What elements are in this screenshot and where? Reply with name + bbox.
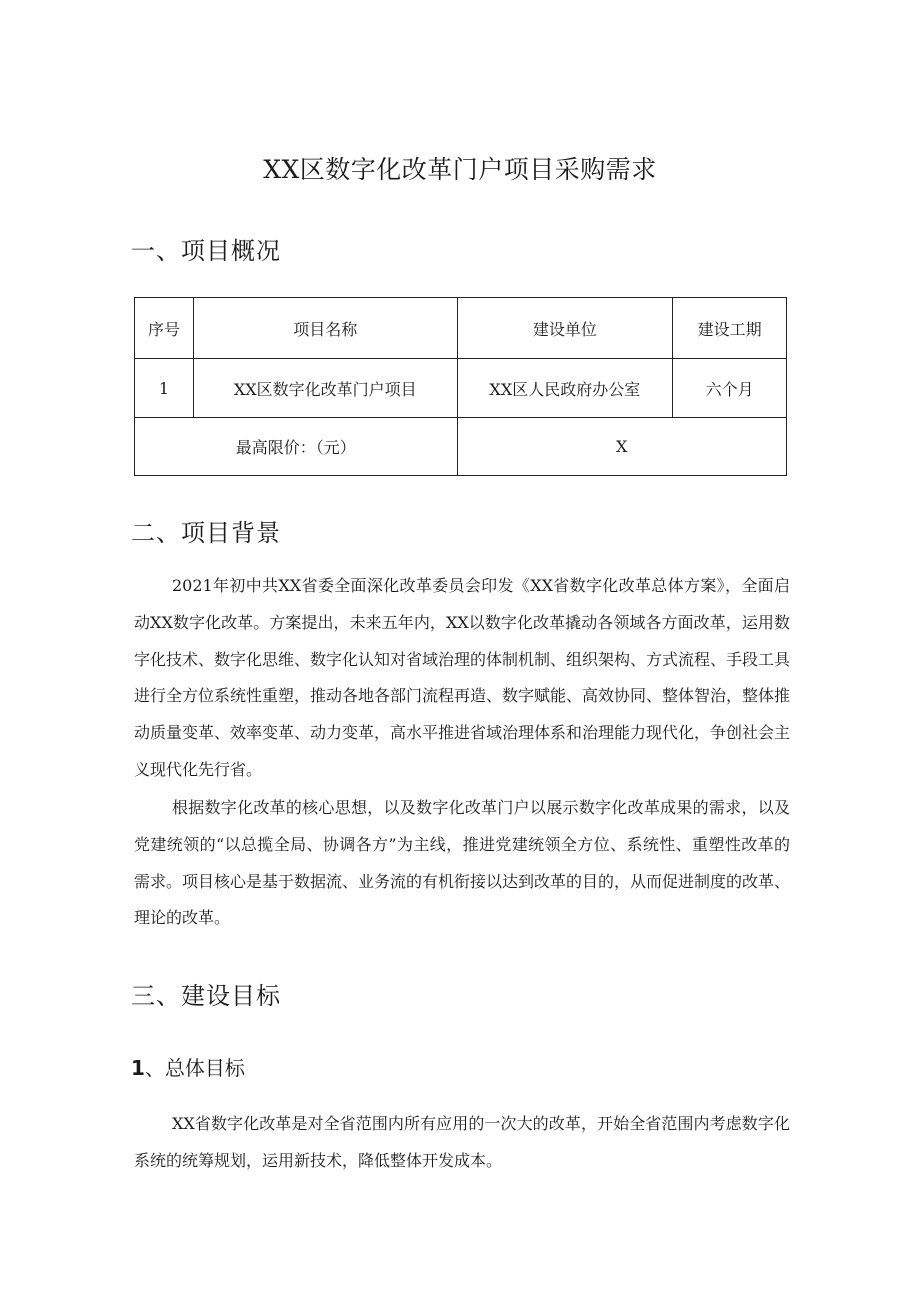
subsection-number: 1: [131, 1056, 145, 1080]
header-cell-index: 序号: [135, 298, 194, 359]
document-title: XX区数字化改革门户项目采购需求: [263, 155, 657, 184]
subsection-title: 、总体目标: [144, 1056, 245, 1080]
background-paragraph-2: 根据数字化改革的核心思想，以及数字化改革门户以展示数字化改革成果的需求，以及党建统领的“以总揽全局、协调各方”为主线，推进党建统领全方位、系统性、重塑性改革的需求。项目核心是基于数据流、业务流的有机衔接以达到改革的目的，从而促进制度的改革、理论的改革。: [134, 798, 791, 928]
section-heading-goals: 三、建设目标: [131, 982, 281, 1010]
section-heading-background: 二、项目背景: [131, 519, 281, 547]
cell-price-label: 最高限价：（元）: [135, 418, 458, 476]
cell-project-name: XX区数字化改革门户项目: [193, 359, 457, 418]
cell-duration: 六个月: [673, 359, 787, 418]
goals-paragraph-1: XX省数字化改革是对全省范围内所有应用的一次大的改革，开始全省范围内考虑数字化系统的统筹规划，运用新技术，降低整体开发成本。: [134, 1114, 790, 1170]
header-cell-project-name: 项目名称: [193, 298, 457, 359]
table-header-row: [135, 298, 787, 359]
project-overview-table: [134, 297, 787, 476]
cell-index: 1: [135, 359, 194, 418]
table-price-row: [135, 418, 787, 476]
section-heading-overview: 一、项目概况: [131, 237, 281, 265]
background-paragraph-1: 2021年初中共XX省委全面深化改革委员会印发《XX省数字化改革总体方案》，全面启动XX数字化改革。方案提出，未来五年内，XX以数字化改革撬动各领域各方面改革，运用数字化技术、数字化思维、数字化认知对省域治理的体制机制、组织架构、方式流程、手段工具进行全方位系统性重塑，推动各地各部门流程再造、数字赋能、高效协同、整体智治，整体推动质量变革、效率变革、动力变革，高水平推进省域治理体系和治理能力现代化，争创社会主义现代化先行省。: [134, 576, 791, 779]
cell-construction-unit: XX区人民政府办公室: [457, 359, 673, 418]
header-cell-duration: 建设工期: [673, 298, 787, 359]
subsection-heading-overall-goal: [131, 1052, 245, 1081]
header-cell-construction-unit: 建设单位: [457, 298, 673, 359]
cell-price-value: X: [457, 418, 787, 476]
table-row: [135, 359, 787, 418]
